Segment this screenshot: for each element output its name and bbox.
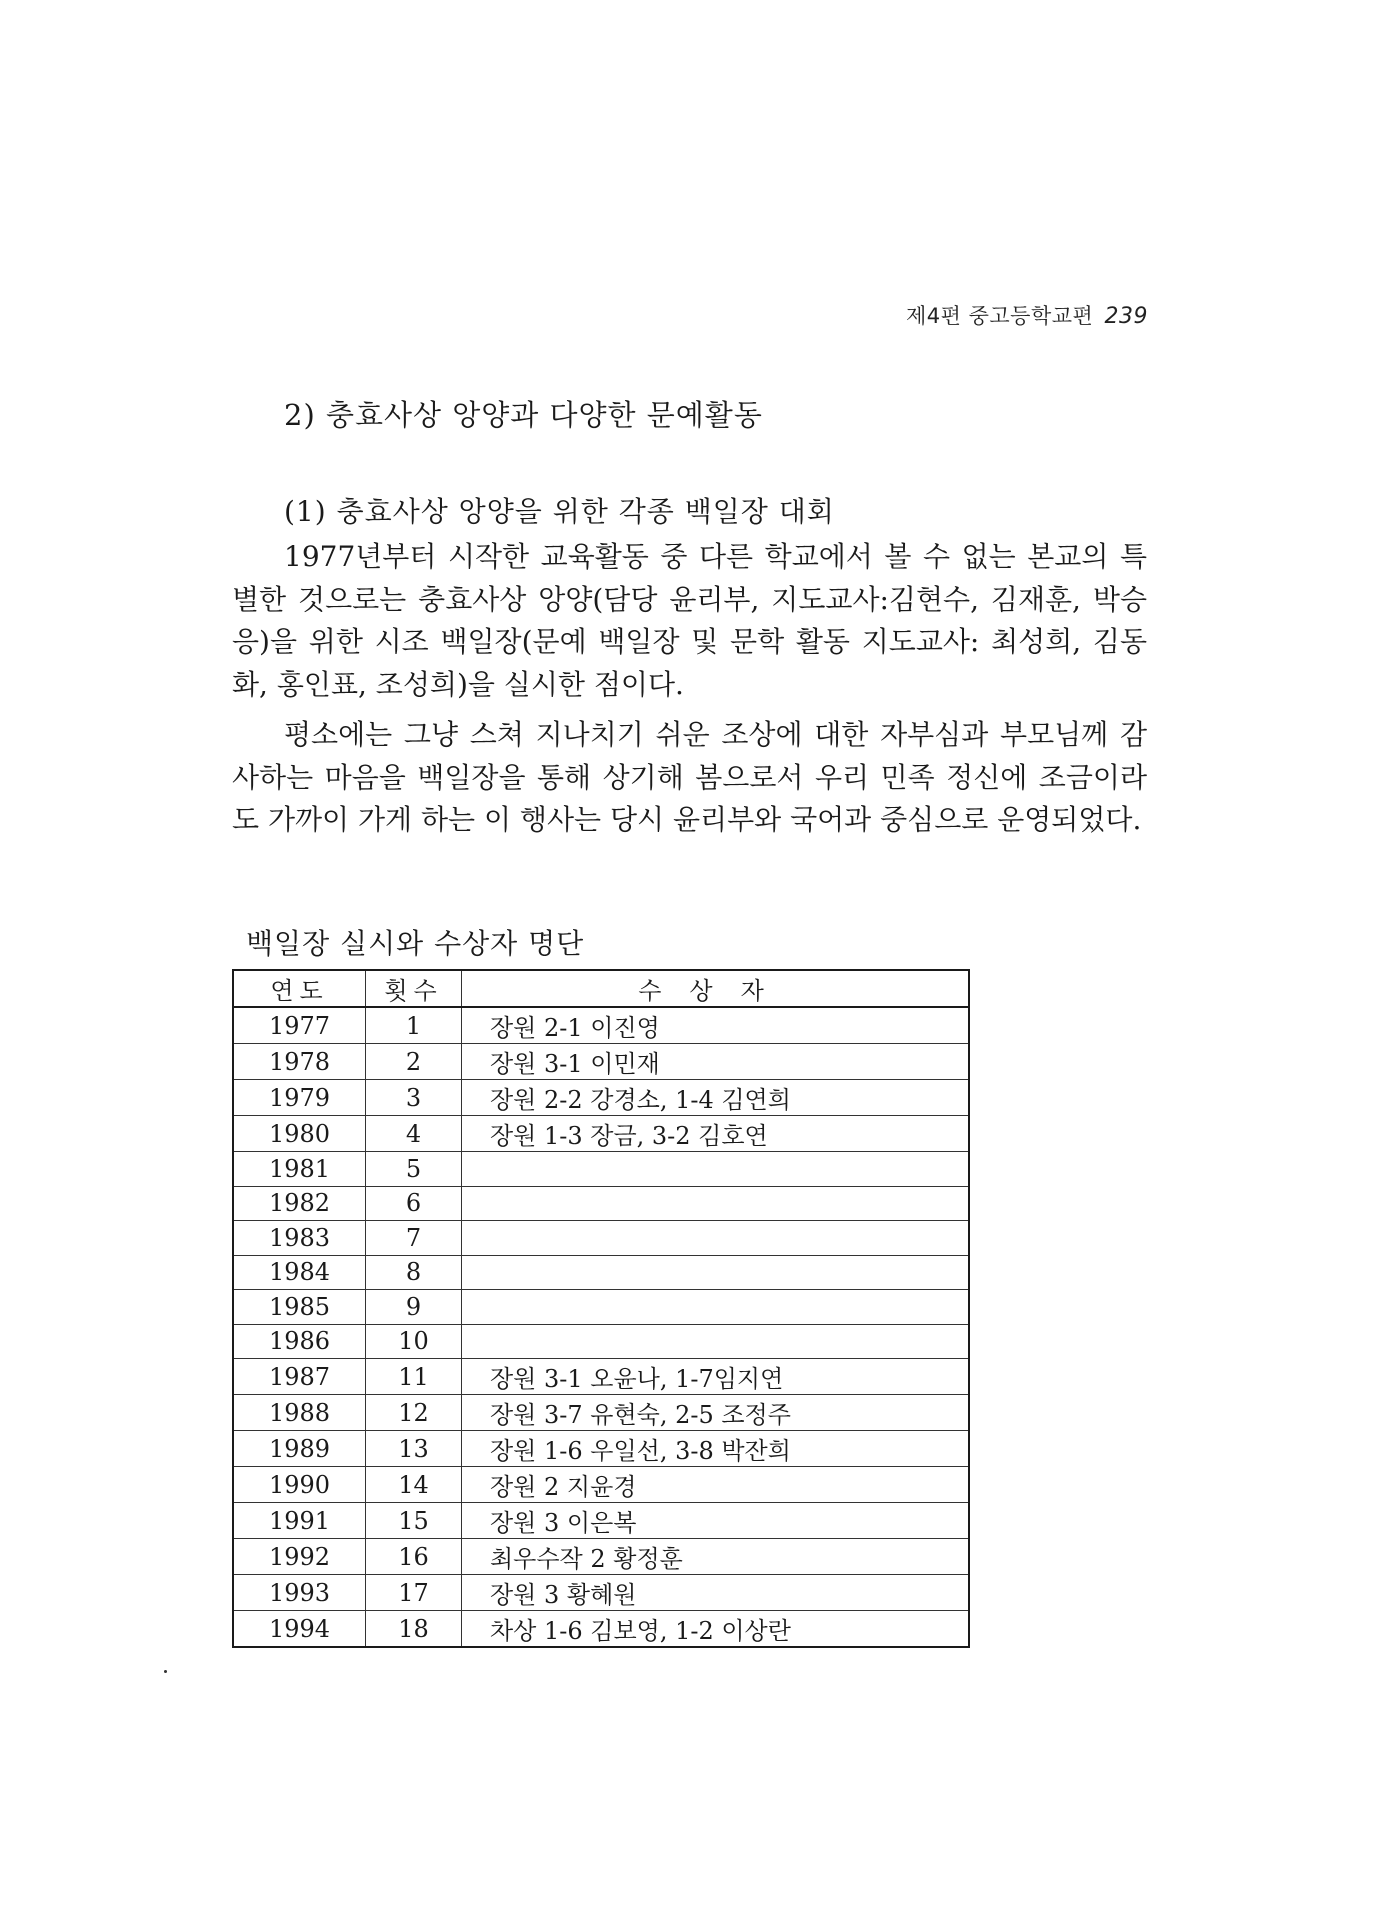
cell-count: 11 bbox=[366, 1359, 462, 1395]
cell-winners: 장원 3-1 이민재 bbox=[462, 1044, 970, 1080]
cell-year: 1985 bbox=[233, 1290, 366, 1325]
table-row bbox=[233, 1431, 969, 1467]
cell-count: 17 bbox=[366, 1575, 462, 1611]
cell-count: 14 bbox=[366, 1467, 462, 1503]
cell-year: 1988 bbox=[233, 1395, 366, 1431]
table-row bbox=[233, 1221, 969, 1256]
cell-year: 1987 bbox=[233, 1359, 366, 1395]
section-title: 2) 충효사상 앙양과 다양한 문예활동 bbox=[284, 398, 763, 432]
cell-winners: 장원 2 지윤경 bbox=[462, 1467, 970, 1503]
table-row bbox=[233, 1575, 969, 1611]
cell-count: 13 bbox=[366, 1431, 462, 1467]
cell-year: 1989 bbox=[233, 1431, 366, 1467]
cell-year: 1981 bbox=[233, 1152, 366, 1187]
sub-section-title: (1) 충효사상 앙양을 위한 각종 백일장 대회 bbox=[284, 495, 835, 528]
table-row bbox=[233, 1395, 969, 1431]
cell-winners bbox=[462, 1186, 970, 1221]
table-row bbox=[233, 1044, 969, 1080]
cell-count: 5 bbox=[366, 1152, 462, 1187]
award-winners-table bbox=[232, 969, 970, 1648]
cell-count: 10 bbox=[366, 1324, 462, 1359]
paragraph-1: 1977년부터 시작한 교육활동 중 다른 학교에서 볼 수 없는 본교의 특별한 것으로는 충효사상 앙양(담당 윤리부, 지도교사:김현수, 김재훈, 박승응)을 위한 시조 백일장(문예 백일장 및 문학 활동 지도교사: 최성희, 김동화, 홍인표, 조성희)을 실시한 점이다. bbox=[232, 540, 1147, 701]
table-row bbox=[233, 1186, 969, 1221]
table-row bbox=[233, 1152, 969, 1187]
table-row bbox=[233, 1503, 969, 1539]
paragraph-2: 평소에는 그냥 스쳐 지나치기 쉬운 조상에 대한 자부심과 부모님께 감사하는 마음을 백일장을 통해 상기해 봄으로서 우리 민족 정신에 조금이라도 가까이 가게 하는 이 행사는 당시 윤리부와 국어과 중심으로 운영되었다. bbox=[232, 718, 1148, 836]
table-row bbox=[233, 1539, 969, 1575]
cell-count: 1 bbox=[366, 1007, 462, 1044]
header-year: 연도 bbox=[233, 970, 366, 1007]
cell-winners bbox=[462, 1324, 970, 1359]
cell-winners: 장원 3-7 유현숙, 2-5 조정주 bbox=[462, 1395, 970, 1431]
cell-winners: 장원 2-1 이진영 bbox=[462, 1007, 970, 1044]
table-row bbox=[233, 1359, 969, 1395]
table-caption: 백일장 실시와 수상자 명단 bbox=[246, 927, 585, 960]
cell-winners: 장원 1-6 우일선, 3-8 박잔희 bbox=[462, 1431, 970, 1467]
table-row bbox=[233, 1080, 969, 1116]
page-number: 239 bbox=[1104, 304, 1148, 329]
cell-count: 3 bbox=[366, 1080, 462, 1116]
cell-year: 1993 bbox=[233, 1575, 366, 1611]
cell-year: 1994 bbox=[233, 1611, 366, 1648]
header-winners: 수상자 bbox=[462, 970, 970, 1007]
running-header bbox=[906, 300, 1148, 330]
cell-year: 1980 bbox=[233, 1116, 366, 1152]
table-row bbox=[233, 1255, 969, 1290]
cell-count: 18 bbox=[366, 1611, 462, 1648]
cell-winners: 차상 1-6 김보영, 1-2 이상란 bbox=[462, 1611, 970, 1648]
cell-count: 4 bbox=[366, 1116, 462, 1152]
cell-winners: 최우수작 2 황정훈 bbox=[462, 1539, 970, 1575]
cell-winners: 장원 1-3 장금, 3-2 김호연 bbox=[462, 1116, 970, 1152]
table-row bbox=[233, 1116, 969, 1152]
cell-winners: 장원 3-1 오윤나, 1-7임지연 bbox=[462, 1359, 970, 1395]
cell-count: 9 bbox=[366, 1290, 462, 1325]
cell-year: 1984 bbox=[233, 1255, 366, 1290]
table-row bbox=[233, 1324, 969, 1359]
table-header-row bbox=[233, 970, 969, 1007]
table-row bbox=[233, 1467, 969, 1503]
cell-year: 1990 bbox=[233, 1467, 366, 1503]
cell-count: 6 bbox=[366, 1186, 462, 1221]
cell-winners: 장원 2-2 강경소, 1-4 김연희 bbox=[462, 1080, 970, 1116]
table-row bbox=[233, 1290, 969, 1325]
cell-year: 1986 bbox=[233, 1324, 366, 1359]
cell-count: 15 bbox=[366, 1503, 462, 1539]
cell-winners: 장원 3 황혜원 bbox=[462, 1575, 970, 1611]
cell-count: 7 bbox=[366, 1221, 462, 1256]
cell-year: 1991 bbox=[233, 1503, 366, 1539]
cell-winners bbox=[462, 1255, 970, 1290]
cell-count: 2 bbox=[366, 1044, 462, 1080]
table-row bbox=[233, 1007, 969, 1044]
running-header-label: 제4편 중고등학교편 bbox=[905, 304, 1094, 328]
cell-winners bbox=[462, 1152, 970, 1187]
table-row bbox=[233, 1611, 969, 1648]
cell-winners bbox=[462, 1221, 970, 1256]
table-body bbox=[233, 1007, 969, 1647]
cell-count: 12 bbox=[366, 1395, 462, 1431]
cell-winners bbox=[462, 1290, 970, 1325]
page-speck bbox=[164, 1670, 167, 1673]
cell-count: 8 bbox=[366, 1255, 462, 1290]
cell-year: 1992 bbox=[233, 1539, 366, 1575]
cell-year: 1983 bbox=[233, 1221, 366, 1256]
header-count: 횟수 bbox=[366, 970, 462, 1007]
cell-year: 1979 bbox=[233, 1080, 366, 1116]
cell-winners: 장원 3 이은복 bbox=[462, 1503, 970, 1539]
cell-count: 16 bbox=[366, 1539, 462, 1575]
cell-year: 1982 bbox=[233, 1186, 366, 1221]
cell-year: 1977 bbox=[233, 1007, 366, 1044]
cell-year: 1978 bbox=[233, 1044, 366, 1080]
